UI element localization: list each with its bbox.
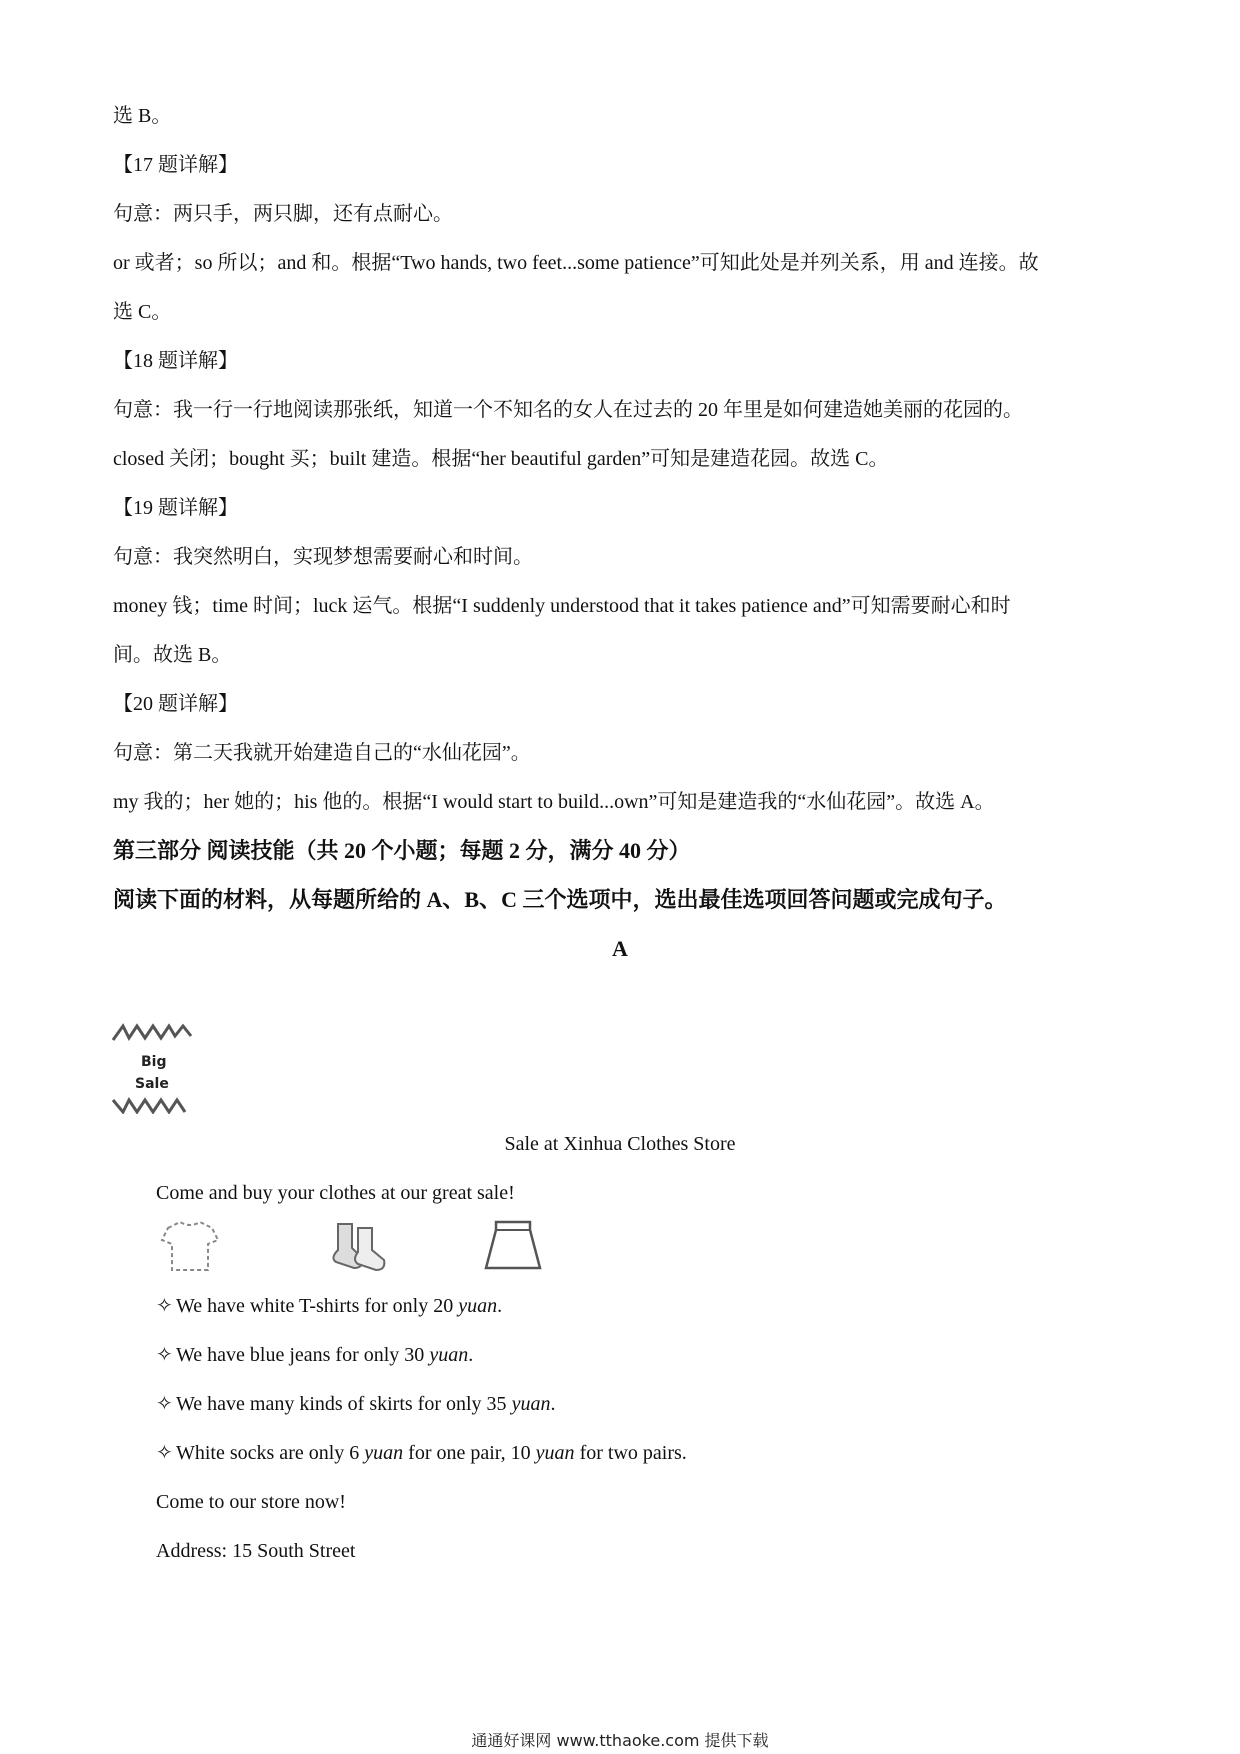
- text-line: 句意：我一行一行地阅读那张纸，知道一个不知名的女人在过去的 20 年里是如何建造她美丽的花园的。: [113, 399, 1023, 421]
- text-line: 句意：两只手，两只脚，还有点耐心。: [113, 203, 453, 225]
- text-line: 间。故选 B。: [113, 644, 232, 666]
- big-sale-logo: [111, 1022, 197, 1114]
- section-instruction: 阅读下面的材料，从每题所给的 A、B、C 三个选项中，选出最佳选项回答问题或完成句子。: [113, 887, 1007, 912]
- text-line: closed 关闭；bought 买；built 建造。根据“her beautiful garden”可知是建造花园。故选 C。: [113, 448, 889, 470]
- sale-item-skirts: ✧ We have many kinds of skirts for only 35 yuan.: [156, 1390, 555, 1418]
- sale-item-socks: ✧ White socks are only 6 yuan for one pair, 10 yuan for two pairs.: [156, 1439, 687, 1467]
- ad-intro: Come and buy your clothes at our great sale!: [156, 1182, 515, 1204]
- bullet-icon: ✧: [156, 1442, 173, 1464]
- logo-text-sale: Sale: [135, 1076, 169, 1092]
- question-heading-20: 【20 题详解】: [113, 693, 238, 715]
- text-line: or 或者；so 所以；and 和。根据“Two hands, two feet...some patience”可知此处是并列关系，用 and 连接。故: [113, 252, 1039, 274]
- bullet-icon: ✧: [156, 1344, 173, 1366]
- clothing-icons: [156, 1218, 556, 1278]
- question-heading-18: 【18 题详解】: [113, 350, 238, 372]
- text-line: money 钱；time 时间；luck 运气。根据“I suddenly understood that it takes patience and”可知需要耐心和时: [113, 595, 1011, 617]
- section-heading: 第三部分 阅读技能（共 20 个小题；每题 2 分，满分 40 分）: [113, 838, 691, 863]
- sale-item-jeans: ✧ We have blue jeans for only 30 yuan.: [156, 1341, 473, 1369]
- t-shirt-icon: [160, 1218, 220, 1274]
- question-heading-17: 【17 题详解】: [113, 154, 238, 176]
- bullet-icon: ✧: [156, 1393, 173, 1415]
- skirt-icon: [482, 1218, 544, 1274]
- text-line: my 我的；her 她的；his 他的。根据“I would start to build...own”可知是建造我的“水仙花园”。故选 A。: [113, 791, 995, 813]
- text-line: 句意：第二天我就开始建造自己的“水仙花园”。: [113, 742, 531, 764]
- socks-icon: [328, 1218, 390, 1274]
- question-heading-19: 【19 题详解】: [113, 497, 238, 519]
- sale-item-tshirts: ✧ We have white T-shirts for only 20 yuan.: [156, 1292, 502, 1320]
- ad-closing: Come to our store now!: [156, 1491, 346, 1513]
- passage-label: A: [612, 936, 628, 961]
- ad-title: Sale at Xinhua Clothes Store: [504, 1133, 736, 1155]
- bullet-icon: ✧: [156, 1295, 173, 1317]
- page-footer: 通通好课网 www.tthaoke.com 提供下载: [471, 1731, 769, 1750]
- text-line: 句意：我突然明白，实现梦想需要耐心和时间。: [113, 546, 533, 568]
- text-line: 选 C。: [113, 301, 172, 323]
- ad-address: Address: 15 South Street: [156, 1540, 356, 1562]
- text-line: 选 B。: [113, 105, 172, 127]
- logo-text-big: Big: [141, 1054, 167, 1070]
